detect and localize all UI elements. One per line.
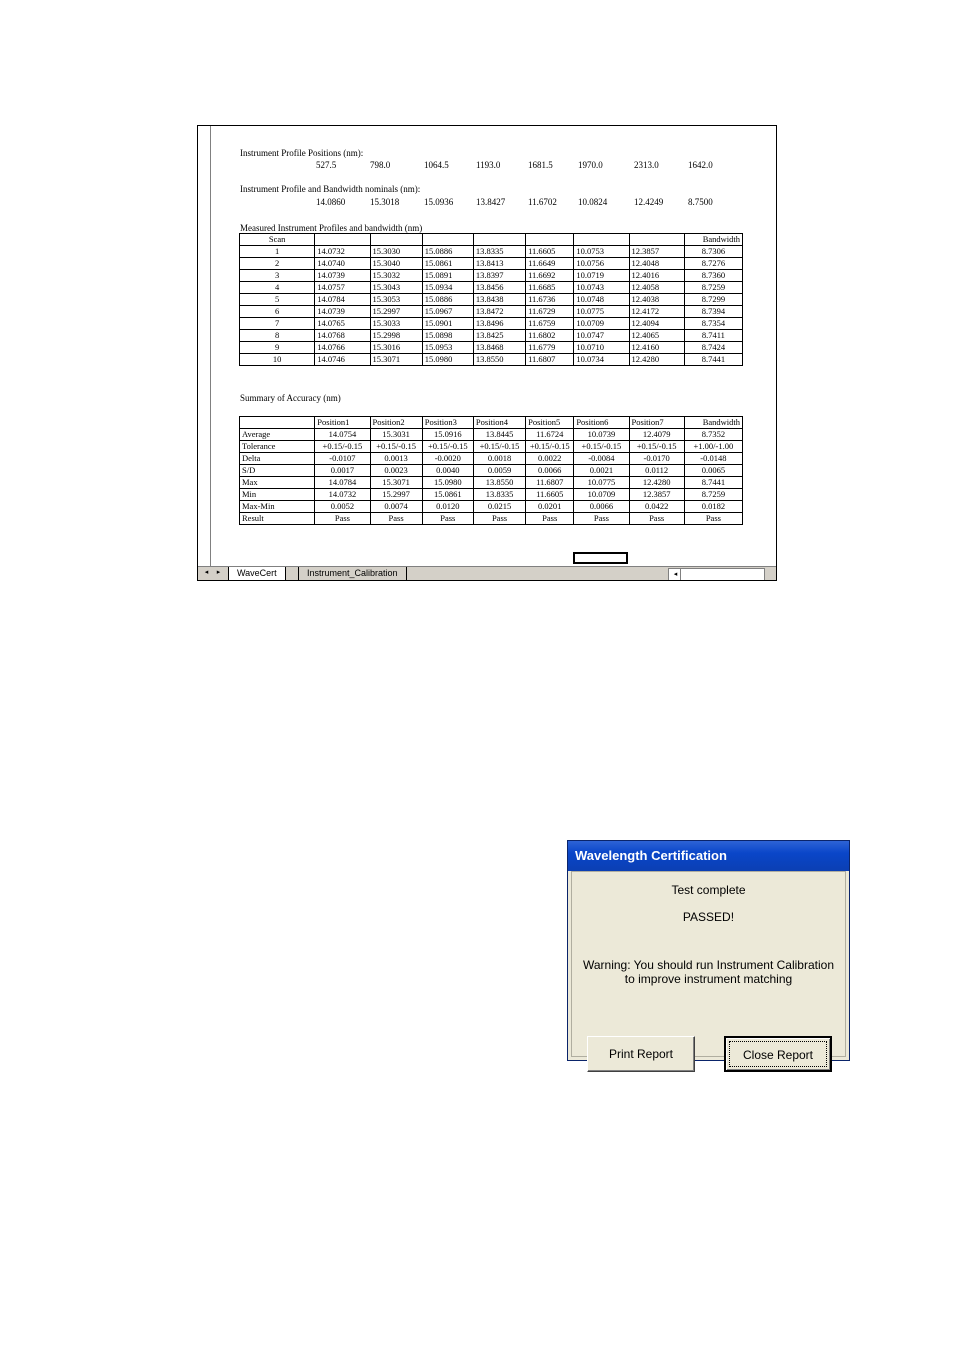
summary-cell[interactable]: Pass <box>629 513 684 525</box>
measured-cell[interactable]: 14.0739 <box>315 270 370 282</box>
summary-cell[interactable]: 0.0021 <box>574 465 629 477</box>
measured-cell[interactable]: 14.0784 <box>315 294 370 306</box>
measured-cell[interactable]: 11.6649 <box>526 258 574 270</box>
measured-cell[interactable]: 15.0886 <box>422 246 473 258</box>
tab-scroll-right-icon[interactable]: ▸ <box>216 569 221 576</box>
summary-cell[interactable]: +0.15/-0.15 <box>574 441 629 453</box>
nominal-1: 14.0860 <box>316 197 346 207</box>
measured-cell[interactable]: 14.0746 <box>315 354 370 366</box>
nominal-5: 11.6702 <box>528 197 557 207</box>
measured-cell[interactable]: 11.6692 <box>526 270 574 282</box>
measured-row <box>240 318 743 330</box>
measured-table <box>239 233 743 366</box>
summary-cell[interactable]: 0.0120 <box>422 501 473 513</box>
summary-cell[interactable]: 8.7259 <box>684 489 742 501</box>
tab-wavecert[interactable]: WaveCert <box>228 567 286 581</box>
measured-cell[interactable]: 14.0768 <box>315 330 370 342</box>
measured-cell[interactable]: 11.6736 <box>526 294 574 306</box>
measured-cell[interactable]: 11.6685 <box>526 282 574 294</box>
measured-cell[interactable]: 15.0898 <box>422 330 473 342</box>
close-report-label: Close Report <box>742 1048 814 1062</box>
summary-cell[interactable]: 10.0709 <box>574 489 629 501</box>
measured-cell[interactable]: 11.6729 <box>526 306 574 318</box>
summary-cell[interactable]: Tolerance <box>240 441 315 453</box>
measured-cell[interactable]: 13.8550 <box>473 354 525 366</box>
selected-cell[interactable] <box>573 552 628 564</box>
measured-row <box>240 270 743 282</box>
measured-header-cell <box>370 234 422 246</box>
summary-cell[interactable]: 0.0059 <box>473 465 525 477</box>
measured-cell[interactable]: 7 <box>240 318 315 330</box>
measured-cell[interactable]: 10.0747 <box>574 330 629 342</box>
measured-cell[interactable]: 12.4016 <box>629 270 684 282</box>
wavelength-certification-dialog <box>567 840 850 1061</box>
summary-cell[interactable]: +0.15/-0.15 <box>422 441 473 453</box>
summary-cell[interactable]: S/D <box>240 465 315 477</box>
measured-cell[interactable]: 12.4280 <box>629 354 684 366</box>
measured-cell[interactable]: 12.4058 <box>629 282 684 294</box>
measured-cell[interactable]: 13.8425 <box>473 330 525 342</box>
nominal-3: 15.0936 <box>424 197 454 207</box>
summary-header-row <box>240 417 743 429</box>
summary-cell[interactable]: Pass <box>574 513 629 525</box>
summary-cell[interactable]: 0.0052 <box>315 501 370 513</box>
measured-cell[interactable]: 13.8397 <box>473 270 525 282</box>
measured-cell[interactable]: 13.8496 <box>473 318 525 330</box>
summary-cell[interactable]: Max <box>240 477 315 489</box>
summary-cell[interactable]: Pass <box>526 513 574 525</box>
measured-cell[interactable]: 15.0891 <box>422 270 473 282</box>
summary-title: Summary of Accuracy (nm) <box>240 393 341 403</box>
summary-row <box>240 489 743 501</box>
summary-cell[interactable]: -0.0020 <box>422 453 473 465</box>
measured-cell[interactable]: 12.4172 <box>629 306 684 318</box>
summary-cell[interactable]: 0.0018 <box>473 453 525 465</box>
measured-cell[interactable]: 8.7394 <box>684 306 742 318</box>
summary-cell[interactable]: 0.0422 <box>629 501 684 513</box>
nominal-4: 13.8427 <box>476 197 506 207</box>
profile-position-3: 1064.5 <box>424 160 449 170</box>
summary-cell[interactable]: -0.0148 <box>684 453 742 465</box>
measured-cell[interactable]: 8.7424 <box>684 342 742 354</box>
summary-cell[interactable]: 15.0980 <box>422 477 473 489</box>
warning-line-2: to improve instrument matching <box>624 972 793 986</box>
summary-cell[interactable]: +0.15/-0.15 <box>370 441 422 453</box>
measured-cell[interactable]: 12.4048 <box>629 258 684 270</box>
measured-cell[interactable]: 10 <box>240 354 315 366</box>
summary-row <box>240 513 743 525</box>
summary-cell[interactable]: 0.0215 <box>473 501 525 513</box>
measured-cell[interactable]: 11.6807 <box>526 354 574 366</box>
summary-cell[interactable]: Pass <box>473 513 525 525</box>
sheet-tab-bar <box>198 566 776 580</box>
summary-cell[interactable]: 0.0040 <box>422 465 473 477</box>
summary-cell[interactable]: 0.0112 <box>629 465 684 477</box>
summary-header-cell: Position6 <box>574 417 629 429</box>
measured-cell[interactable]: 12.4160 <box>629 342 684 354</box>
measured-cell[interactable]: 15.3071 <box>370 354 422 366</box>
summary-cell[interactable]: 8.7441 <box>684 477 742 489</box>
summary-row <box>240 453 743 465</box>
summary-cell[interactable]: 0.0065 <box>684 465 742 477</box>
summary-header-cell: Position3 <box>422 417 473 429</box>
summary-header-cell: Bandwidth <box>684 417 742 429</box>
summary-cell[interactable]: +0.15/-0.15 <box>315 441 370 453</box>
scroll-left-icon[interactable]: ◂ <box>671 569 681 580</box>
summary-cell[interactable]: 0.0023 <box>370 465 422 477</box>
measured-header-row <box>240 234 743 246</box>
summary-cell[interactable]: Pass <box>684 513 742 525</box>
measured-cell[interactable]: 15.2998 <box>370 330 422 342</box>
warning-line-1: Warning: You should run Instrument Calibration <box>582 958 835 972</box>
summary-header-cell: Position2 <box>370 417 422 429</box>
summary-row <box>240 465 743 477</box>
measured-cell[interactable]: 10.0709 <box>574 318 629 330</box>
summary-cell[interactable]: 15.3071 <box>370 477 422 489</box>
measured-cell[interactable]: 8.7411 <box>684 330 742 342</box>
summary-row <box>240 429 743 441</box>
summary-cell[interactable]: 0.0201 <box>526 501 574 513</box>
measured-cell[interactable]: 5 <box>240 294 315 306</box>
summary-cell[interactable]: 0.0013 <box>370 453 422 465</box>
measured-cell[interactable]: 13.8335 <box>473 246 525 258</box>
measured-title: Measured Instrument Profiles and bandwidth (nm) <box>240 223 423 233</box>
summary-cell[interactable]: 11.6605 <box>526 489 574 501</box>
measured-header-cell: Scan <box>240 234 315 246</box>
measured-cell[interactable]: 14.0766 <box>315 342 370 354</box>
measured-cell[interactable]: 8.7441 <box>684 354 742 366</box>
summary-cell[interactable]: 0.0017 <box>315 465 370 477</box>
measured-cell[interactable]: 12.4038 <box>629 294 684 306</box>
measured-header-cell <box>629 234 684 246</box>
measured-cell[interactable]: 12.4094 <box>629 318 684 330</box>
dialog-title: Wavelength Certification <box>568 841 849 871</box>
measured-cell[interactable]: 14.0732 <box>315 246 370 258</box>
summary-cell[interactable]: -0.0107 <box>315 453 370 465</box>
measured-cell[interactable]: 4 <box>240 282 315 294</box>
summary-cell[interactable]: 14.0732 <box>315 489 370 501</box>
measured-cell[interactable]: 8.7276 <box>684 258 742 270</box>
measured-cell[interactable]: 13.8413 <box>473 258 525 270</box>
measured-cell[interactable]: 10.0748 <box>574 294 629 306</box>
profile-position-6: 1970.0 <box>578 160 603 170</box>
summary-cell[interactable]: 15.0916 <box>422 429 473 441</box>
dialog-body <box>571 871 846 1062</box>
measured-header-cell <box>422 234 473 246</box>
summary-cell[interactable]: 8.7352 <box>684 429 742 441</box>
measured-cell[interactable]: 14.0740 <box>315 258 370 270</box>
measured-cell[interactable]: 11.6759 <box>526 318 574 330</box>
close-report-button[interactable] <box>724 1036 832 1072</box>
profile-positions-title: Instrument Profile Positions (nm): <box>240 148 364 158</box>
measured-cell[interactable]: 10.0756 <box>574 258 629 270</box>
summary-row <box>240 441 743 453</box>
nominals-row <box>198 197 776 209</box>
measured-header-cell: Bandwidth <box>684 234 742 246</box>
measured-cell[interactable]: 15.2997 <box>370 306 422 318</box>
measured-cell[interactable]: 14.0765 <box>315 318 370 330</box>
summary-cell[interactable]: 10.0775 <box>574 477 629 489</box>
summary-cell[interactable]: 0.0022 <box>526 453 574 465</box>
profile-position-7: 2313.0 <box>634 160 659 170</box>
measured-cell[interactable]: 8 <box>240 330 315 342</box>
summary-cell[interactable]: +1.00/-1.00 <box>684 441 742 453</box>
summary-cell[interactable]: 11.6807 <box>526 477 574 489</box>
measured-row <box>240 342 743 354</box>
summary-cell[interactable]: Min <box>240 489 315 501</box>
profile-position-1: 527.5 <box>316 160 337 170</box>
measured-cell[interactable]: 15.3053 <box>370 294 422 306</box>
measured-cell[interactable]: 10.0734 <box>574 354 629 366</box>
measured-cell[interactable]: 15.0934 <box>422 282 473 294</box>
measured-cell[interactable]: 11.6779 <box>526 342 574 354</box>
summary-cell[interactable]: Average <box>240 429 315 441</box>
measured-header-cell <box>526 234 574 246</box>
summary-header-cell: Position1 <box>315 417 370 429</box>
summary-cell[interactable]: -0.0170 <box>629 453 684 465</box>
focus-ring <box>729 1041 827 1067</box>
measured-row <box>240 330 743 342</box>
summary-cell[interactable]: 15.0861 <box>422 489 473 501</box>
test-complete-text: Test complete <box>671 883 746 897</box>
measured-cell[interactable]: 15.0980 <box>422 354 473 366</box>
measured-cell[interactable]: 15.0901 <box>422 318 473 330</box>
measured-cell[interactable]: 6 <box>240 306 315 318</box>
summary-cell[interactable]: 13.8335 <box>473 489 525 501</box>
measured-cell[interactable]: 13.8456 <box>473 282 525 294</box>
measured-cell[interactable]: 13.8468 <box>473 342 525 354</box>
summary-cell[interactable]: Pass <box>422 513 473 525</box>
measured-header-cell <box>473 234 525 246</box>
nominal-6: 10.0824 <box>578 197 608 207</box>
summary-cell[interactable]: 13.8445 <box>473 429 525 441</box>
nominal-8: 8.7500 <box>688 197 713 207</box>
summary-cell[interactable]: 15.2997 <box>370 489 422 501</box>
summary-cell[interactable]: 14.0754 <box>315 429 370 441</box>
nominal-7: 12.4249 <box>634 197 664 207</box>
summary-table <box>239 416 743 525</box>
nominal-2: 15.3018 <box>370 197 400 207</box>
profile-positions-row <box>198 160 776 172</box>
passed-text: PASSED! <box>682 910 735 924</box>
summary-header-cell <box>240 417 315 429</box>
measured-row <box>240 258 743 270</box>
summary-cell[interactable]: 0.0074 <box>370 501 422 513</box>
measured-cell[interactable]: 10.0753 <box>574 246 629 258</box>
measured-cell[interactable]: 15.3032 <box>370 270 422 282</box>
measured-header-cell <box>574 234 629 246</box>
row-header-strip <box>198 126 211 566</box>
summary-cell[interactable]: -0.0084 <box>574 453 629 465</box>
summary-cell[interactable]: Pass <box>370 513 422 525</box>
summary-cell[interactable]: 0.0066 <box>574 501 629 513</box>
measured-cell[interactable]: 14.0739 <box>315 306 370 318</box>
measured-cell[interactable]: 2 <box>240 258 315 270</box>
measured-cell[interactable]: 11.6605 <box>526 246 574 258</box>
measured-cell[interactable]: 15.0953 <box>422 342 473 354</box>
summary-cell[interactable]: +0.15/-0.15 <box>473 441 525 453</box>
measured-row <box>240 246 743 258</box>
summary-cell[interactable]: 12.4280 <box>629 477 684 489</box>
measured-cell[interactable]: 15.3040 <box>370 258 422 270</box>
summary-row <box>240 477 743 489</box>
measured-row <box>240 282 743 294</box>
summary-cell[interactable]: 15.3031 <box>370 429 422 441</box>
measured-cell[interactable]: 15.3016 <box>370 342 422 354</box>
measured-cell[interactable]: 15.3030 <box>370 246 422 258</box>
nominals-title: Instrument Profile and Bandwidth nominals (nm): <box>240 184 421 194</box>
measured-cell[interactable]: 8.7259 <box>684 282 742 294</box>
summary-cell[interactable]: 0.0066 <box>526 465 574 477</box>
measured-cell[interactable]: 15.3033 <box>370 318 422 330</box>
profile-position-4: 1193.0 <box>476 160 501 170</box>
summary-cell[interactable]: 14.0784 <box>315 477 370 489</box>
tab-scroll-left-icon[interactable]: ◂ <box>204 569 209 576</box>
measured-cell[interactable]: 13.8438 <box>473 294 525 306</box>
measured-cell[interactable]: 8.7299 <box>684 294 742 306</box>
measured-cell[interactable]: 12.4065 <box>629 330 684 342</box>
measured-cell[interactable]: 3 <box>240 270 315 282</box>
print-report-button[interactable]: Print Report <box>587 1036 695 1072</box>
spreadsheet-view <box>197 125 777 581</box>
measured-cell[interactable]: 15.0886 <box>422 294 473 306</box>
measured-row <box>240 306 743 318</box>
measured-cell[interactable]: 11.6802 <box>526 330 574 342</box>
summary-cell[interactable]: 12.3857 <box>629 489 684 501</box>
measured-cell[interactable]: 1 <box>240 246 315 258</box>
measured-cell[interactable]: 8.7360 <box>684 270 742 282</box>
summary-cell[interactable]: Delta <box>240 453 315 465</box>
summary-cell[interactable]: Pass <box>315 513 370 525</box>
summary-row <box>240 501 743 513</box>
measured-cell[interactable]: 8.7354 <box>684 318 742 330</box>
profile-position-5: 1681.5 <box>528 160 553 170</box>
measured-row <box>240 354 743 366</box>
measured-cell[interactable]: 10.0719 <box>574 270 629 282</box>
summary-header-cell: Position5 <box>526 417 574 429</box>
horizontal-scrollbar[interactable] <box>668 568 765 581</box>
summary-header-cell: Position7 <box>629 417 684 429</box>
measured-row <box>240 294 743 306</box>
measured-cell[interactable]: 13.8472 <box>473 306 525 318</box>
measured-cell[interactable]: 15.0861 <box>422 258 473 270</box>
measured-header-cell <box>315 234 370 246</box>
summary-cell[interactable]: +0.15/-0.15 <box>629 441 684 453</box>
summary-cell[interactable]: 12.4079 <box>629 429 684 441</box>
measured-cell[interactable]: 15.0967 <box>422 306 473 318</box>
measured-cell[interactable]: 9 <box>240 342 315 354</box>
measured-cell[interactable]: 10.0710 <box>574 342 629 354</box>
tab-instrument-calibration[interactable]: Instrument_Calibration <box>298 567 407 581</box>
summary-header-cell: Position4 <box>473 417 525 429</box>
measured-cell[interactable]: 14.0757 <box>315 282 370 294</box>
measured-cell[interactable]: 15.3043 <box>370 282 422 294</box>
measured-cell[interactable]: 10.0743 <box>574 282 629 294</box>
summary-cell[interactable]: 13.8550 <box>473 477 525 489</box>
summary-cell[interactable]: Result <box>240 513 315 525</box>
measured-cell[interactable]: 12.3857 <box>629 246 684 258</box>
summary-cell[interactable]: 11.6724 <box>526 429 574 441</box>
measured-cell[interactable]: 8.7306 <box>684 246 742 258</box>
summary-cell[interactable]: 10.0739 <box>574 429 629 441</box>
summary-cell[interactable]: 0.0182 <box>684 501 742 513</box>
measured-cell[interactable]: 10.0775 <box>574 306 629 318</box>
summary-cell[interactable]: Max-Min <box>240 501 315 513</box>
profile-position-2: 798.0 <box>370 160 391 170</box>
profile-position-8: 1642.0 <box>688 160 713 170</box>
summary-cell[interactable]: +0.15/-0.15 <box>526 441 574 453</box>
